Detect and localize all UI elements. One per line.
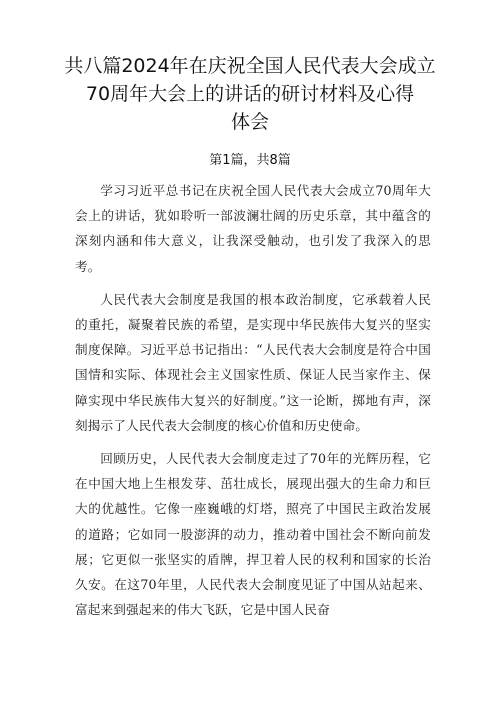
document-title <box>60 52 440 136</box>
title-line-1: 共八篇2024年在庆祝全国人民代表大会成立 <box>64 55 436 77</box>
title-line-2: 70周年大会上的讲话的研讨材料及心得 <box>85 83 415 105</box>
paragraph-3: 回顾历史，人民代表大会制度走过了70年的光辉历程，它在中国大地上生根发芽、茁壮成长，展现出强大的生命力和巨大的优越性。它像一座巍峨的灯塔，照亮了中国民主政治发展的道路；它如同一股澎湃的动力，推动着中国社会不断向前发展；它更似一张坚实的盾牌，捍卫着人民的权利和国家的长治久安。在这70年里，人民代表大会制度见证了中国从站起来、富起来到强起来的伟大飞跃，它是中国人民奋 <box>75 451 431 618</box>
title-line-3: 体会 <box>230 111 269 133</box>
paragraph-1: 学习习近平总书记在庆祝全国人民代表大会成立70周年大会上的讲话，犹如聆听一部波澜壮阔的历史乐章，其中蕴含的深刻内涵和伟大意义，让我深受触动，也引发了我深入的思考。 <box>75 183 431 274</box>
paragraph-2: 人民代表大会制度是我国的根本政治制度，它承载着人民的重托，凝聚着民族的希望，是实现中华民族伟大复兴的坚实制度保障。习近平总书记指出：“人民代表大会制度是符合中国国情和实际、体现社会主义国家性质、保证人民当家作主、保障实现中华民族伟大复兴的好制度。”这一论断，掷地有声，深刻揭示了人民代表大会制度的核心价值和历史使命。 <box>75 291 431 433</box>
section-subtitle: 第1篇，共8篇 <box>209 153 291 168</box>
body-text <box>75 178 431 630</box>
